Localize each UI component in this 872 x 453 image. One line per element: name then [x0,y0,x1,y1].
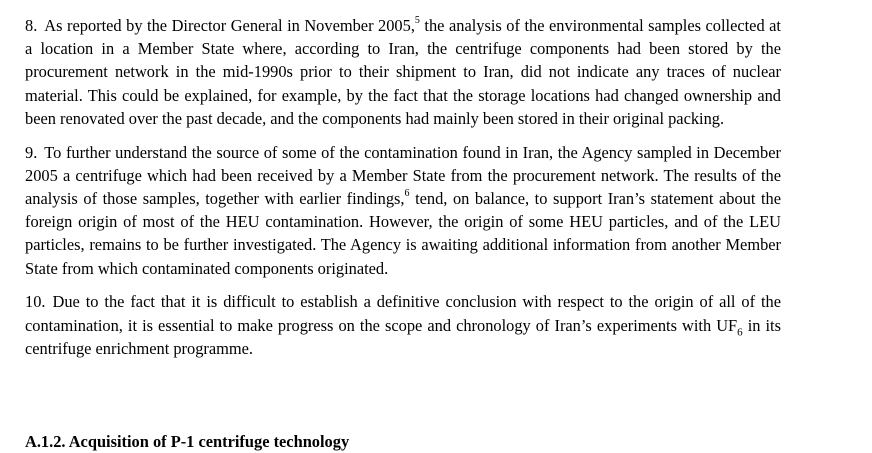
paragraph-text: As reported by the Director General in November 2005, [44,16,415,35]
paragraph-number: 8. [25,16,38,35]
document-body [25,14,781,371]
paragraph-number: 10. [25,292,46,312]
paragraph-text: the analysis of the environmental samples collected at a location in a Member State where, according to Iran, the centrifuge components had been stored by the procurement network in the mid-1990s prior to their shipment to Iran, did not indicate any traces of nuclear material. This could be explained, for example, by the fact that the storage locations had changed ownership and been renovated over the past decade, and the components had mainly been stored in their original packing. [25,16,781,128]
section-heading-partial: A.1.2. Acquisition of P-1 centrifuge technology [25,432,350,451]
paragraph-number: 9. [25,142,38,162]
footnote-reference: 6 [404,187,410,199]
paragraph-9 [25,141,781,280]
paragraph-8 [25,14,781,130]
paragraph-text: Due to the fact that it is difficult to establish a definitive conclusion with respect to the origin of all of the contamination, it is essential to make progress on the scope and chronology of Iran’s experiments with UF [25,292,781,335]
paragraph-text: tend, on balance, to support Iran’s statement about the foreign origin of most of the HEU contamination. However, the origin of some HEU particles, and of the LEU particles, remains to be further investigated. The Agency is awaiting additional information from another Member State from which contaminated components originated. [25,189,781,278]
footnote-reference: 5 [414,14,420,26]
subscript-text: 6 [737,325,743,338]
paragraph-10 [25,290,781,360]
paragraph-text: in its centrifuge enrichment programme. [25,315,781,358]
paragraph-text: To further understand the source of some of the contamination found in Iran, the Agency sampled in December 2005 a centrifuge which had been received by a Member State from the procurement network. The results of the analysis of those samples, together with earlier findings, [25,142,781,209]
